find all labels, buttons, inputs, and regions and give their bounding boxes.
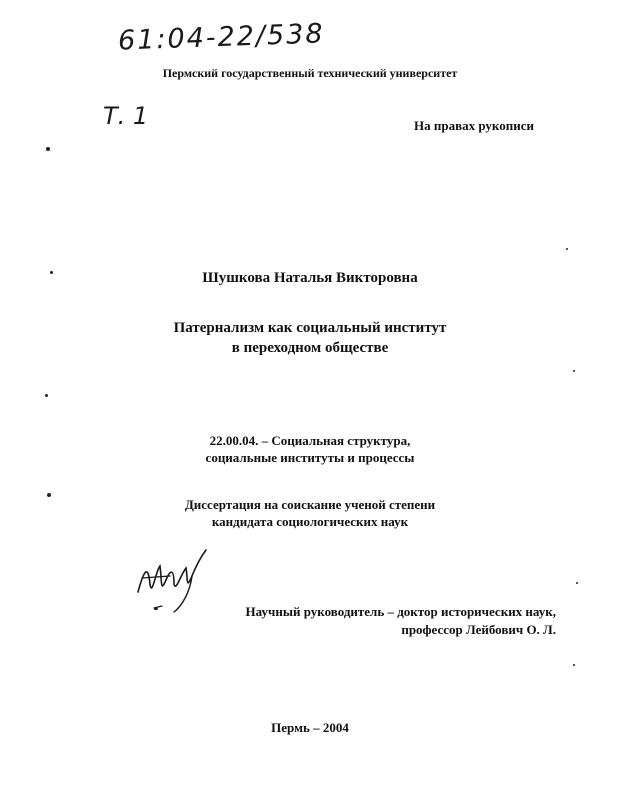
handwritten-signature: [130, 540, 220, 620]
supervisor-line-1: Научный руководитель – доктор исторических наук,: [245, 604, 556, 619]
city-year: Пермь – 2004: [271, 720, 349, 735]
scan-speck: [573, 370, 575, 372]
thesis-title: [0, 318, 620, 358]
author-name: Шушкова Наталья Викторовна: [202, 270, 418, 286]
scan-speck: [45, 394, 48, 397]
scan-speck: [46, 147, 50, 151]
scan-speck: [47, 493, 51, 497]
degree-line-1: Диссертация на соискание ученой степени: [184, 497, 436, 512]
scan-speck: [573, 664, 575, 666]
handwritten-archive-code: 61:04-22/538: [117, 18, 326, 57]
scan-speck: [566, 248, 568, 250]
manuscript-rights-note: На правах рукописи: [414, 118, 534, 133]
degree-line-2: кандидата социологических наук: [211, 514, 409, 529]
scan-speck: [50, 271, 53, 274]
specialty-code: [0, 432, 620, 466]
scan-speck: [576, 582, 578, 584]
thesis-title-line-2: в переходном обществе: [231, 340, 389, 356]
supervisor-line-2: профессор Лейбович О. Л.: [401, 622, 556, 637]
university-name: Пермский государственный технический университет: [162, 66, 458, 80]
handwritten-volume-mark: Т. 1: [103, 102, 149, 130]
scan-speck: [154, 608, 158, 610]
specialty-line-1: 22.00.04. – Социальная структура,: [209, 433, 411, 448]
scientific-supervisor: [246, 603, 556, 639]
thesis-title-line-1: Патернализм как социальный институт: [173, 320, 447, 336]
specialty-line-2: социальные институты и процессы: [205, 450, 415, 465]
degree-statement: [0, 496, 620, 530]
